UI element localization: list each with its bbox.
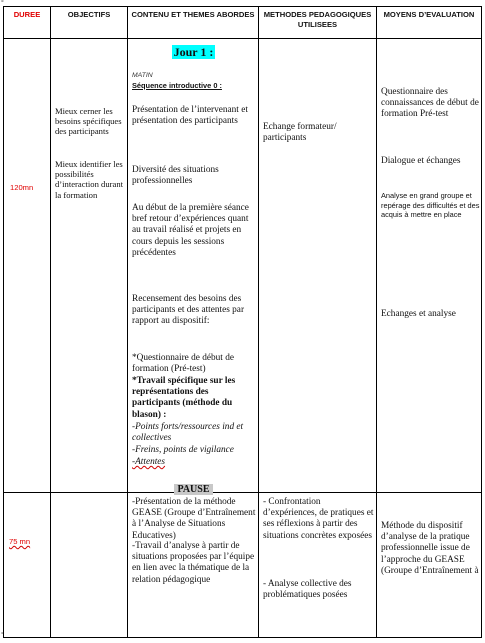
duree-cell [4,39,51,493]
content-paragraph: -Attentes [132,457,166,467]
row-session-2 [4,493,482,638]
header-duree: DUREE [4,7,51,39]
header-moyens: MOYENS D’EVALUATION [377,7,482,39]
header-objectifs: OBJECTIFS [51,7,128,39]
methodes-cell [259,493,377,638]
objective-item: Mieux cerner les besoins spécifiques des participants [55,106,122,137]
day-title: Jour 1 : [173,45,214,59]
content-paragraph: Présentation de l’intervenant et présentation des participants [132,105,248,127]
method-item: Echange formateur/ participants [263,122,337,144]
sequence-title: Séquence introductive 0 : [132,81,222,90]
objectifs-cell [51,493,128,638]
matin-label: MATIN [132,72,153,79]
evaluation-item: Echanges et analyse [381,309,456,319]
corner-mark: ° [1,0,4,7]
duree-cell [4,493,51,638]
program-table [3,6,482,638]
evaluation-item: Dialogue et échanges [381,156,461,166]
objective-item: Mieux identifier les possibilités d’interaction durant la formation [55,159,124,200]
row-session-1 [4,39,482,493]
content-paragraph: Au début de la première séance bref retour d’expériences quant au travail réalisé et projets en cours depuis les sessions précédentes [132,203,249,258]
contenu-cell [128,39,259,493]
objectifs-cell [51,39,128,493]
contenu-cell [128,493,259,638]
content-paragraph: Diversité des situations professionnelles [132,165,219,187]
pause-label: PAUSE [174,484,212,495]
content-paragraph: *Questionnaire de début de formation (Pré-test) [132,353,234,375]
method-item: - Confrontation d’expériences, de pratiques et ses réflexions à partir des situations concrètes exposées [263,497,374,541]
moyens-cell [377,493,482,638]
methodes-cell [259,39,377,493]
moyens-cell [377,39,482,493]
header-methodes: METHODES PEDAGOGIQUES UTILISEES [259,7,377,39]
header-row [4,7,482,39]
method-item: - Analyse collective des problématiques posées [263,579,352,601]
content-paragraph: -Freins, points de vigilance [132,445,234,455]
header-contenu: CONTENU ET THEMES ABORDES [128,7,259,39]
content-paragraph: -Travail d’analyse à partir de situations proposées par l’équipe en lien avec la thématique de la relation pédagogique [132,541,255,585]
corner-mark: ° [1,632,4,639]
content-paragraph: *Travail spécifique sur les représentations des participants (méthode du blason) : [132,376,236,420]
evaluation-item: Méthode du dispositif d’analyse de la pratique professionnelle issue de l’approche du GEASE (Groupe d’Entraînement à [381,521,479,576]
evaluation-item: Questionnaire des connaissances de début de formation Pré-test [381,87,479,120]
content-paragraph: -Présentation de la méthode GEASE (Groupe d’Entraînement à l’Analyse de Situations Educatives) [132,497,256,541]
duration-label: 75 mn [9,537,31,546]
duration-label: 120mn [10,183,34,192]
evaluation-item: Analyse en grand groupe et repérage des difficultés et des acquis à mettre en place [381,191,480,220]
content-paragraph: Recensement des besoins des participants et des attentes par rapport au dispositif: [132,294,245,327]
content-paragraph: -Points forts/ressources ind et collectives [132,422,244,444]
